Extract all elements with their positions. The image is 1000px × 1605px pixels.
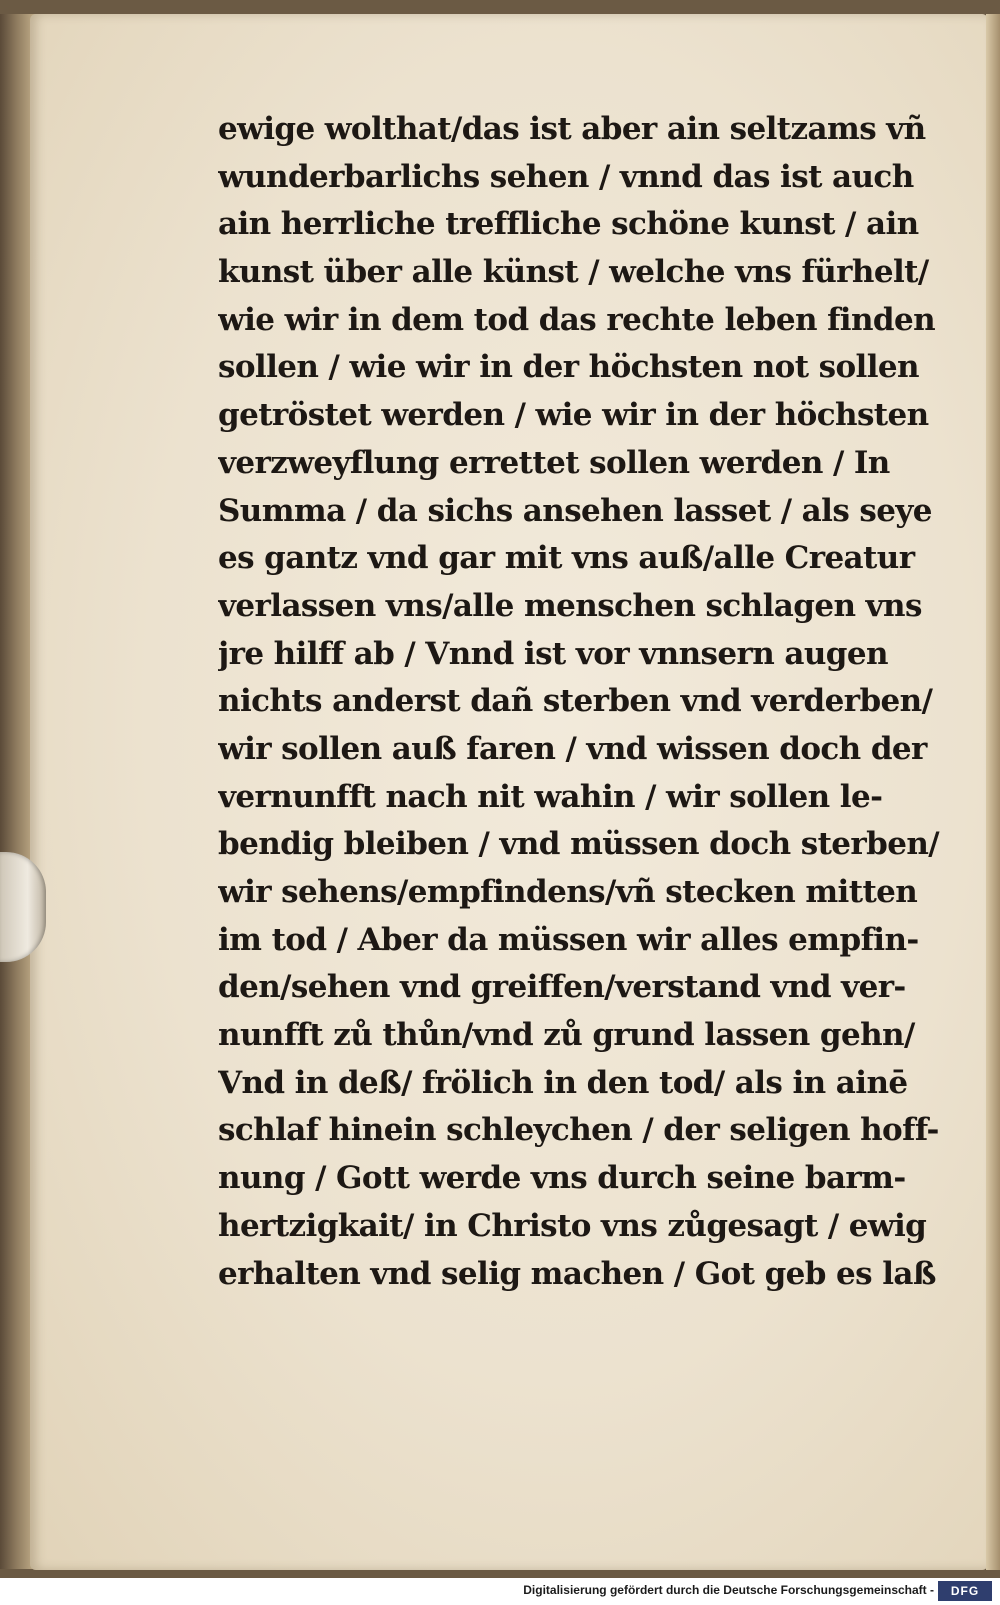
credit-text: Digitalisierung gefördert durch die Deutsche Forschungsgemeinschaft - <box>523 1583 934 1597</box>
text-line: wir sehens/empfindens/vñ stecken mitten <box>218 874 918 910</box>
text-line: im tod / Aber da müssen wir alles empfin- <box>218 921 919 958</box>
text-line: wie wir in dem tod das rechte leben finden <box>218 301 936 338</box>
text-line: kunst über alle künst / welche vns fürhelt/ <box>218 254 929 291</box>
text-line: jre hilff ab / Vnnd ist vor vnnsern augen <box>218 635 888 672</box>
dfg-logo: DFG <box>938 1581 992 1601</box>
text-line: verlassen vns/alle menschen schlagen vns <box>218 587 922 624</box>
book-right-edge <box>986 14 1000 1570</box>
text-line: sollen / wie wir in der höchsten not sollen <box>218 349 919 386</box>
text-line: ewige wolthat/das ist aber ain seltzams vñ <box>218 111 926 147</box>
text-line: ain herrliche treffliche schöne kunst / ain <box>218 206 919 243</box>
text-line: Summa / da sichs ansehen lasset / als seye <box>218 492 932 529</box>
text-line: nung / Gott werde vns durch seine barm- <box>218 1160 906 1197</box>
text-line: vernunfft nach nit wahin / wir sollen le- <box>218 778 883 815</box>
text-line: es gantz vnd gar mit vns auß/alle Creatur <box>218 540 915 577</box>
text-line: schlaf hinein schleychen / der seligen hoff- <box>218 1112 939 1149</box>
text-line: wunderbarlichs sehen / vnnd das ist auch <box>218 158 914 195</box>
text-line: nichts anderst dañ sterben vnd verderben/ <box>218 683 933 720</box>
page-text-block <box>218 106 958 1298</box>
text-line: erhalten vnd selig machen / Got geb es laß <box>218 1255 936 1292</box>
text-line: verzweyflung errettet sollen werden / In <box>218 444 890 481</box>
text-line: hertzigkait/ in Christo vns zůgesagt / ewig <box>218 1207 927 1244</box>
digitization-credit-bar <box>0 1578 1000 1605</box>
text-line: wir sollen auß faren / vnd wissen doch der <box>218 730 927 767</box>
text-line: bendig bleiben / vnd müssen doch sterben/ <box>218 826 940 863</box>
text-line: nunfft zů thůn/vnd zů grund lassen gehn/ <box>218 1017 915 1054</box>
text-line: getröstet werden / wie wir in der höchsten <box>218 397 929 434</box>
text-line: Vnd in deß/ frölich in den tod/ als in ainē <box>218 1064 908 1101</box>
text-line: den/sehen vnd greiffen/verstand vnd ver- <box>218 969 906 1006</box>
